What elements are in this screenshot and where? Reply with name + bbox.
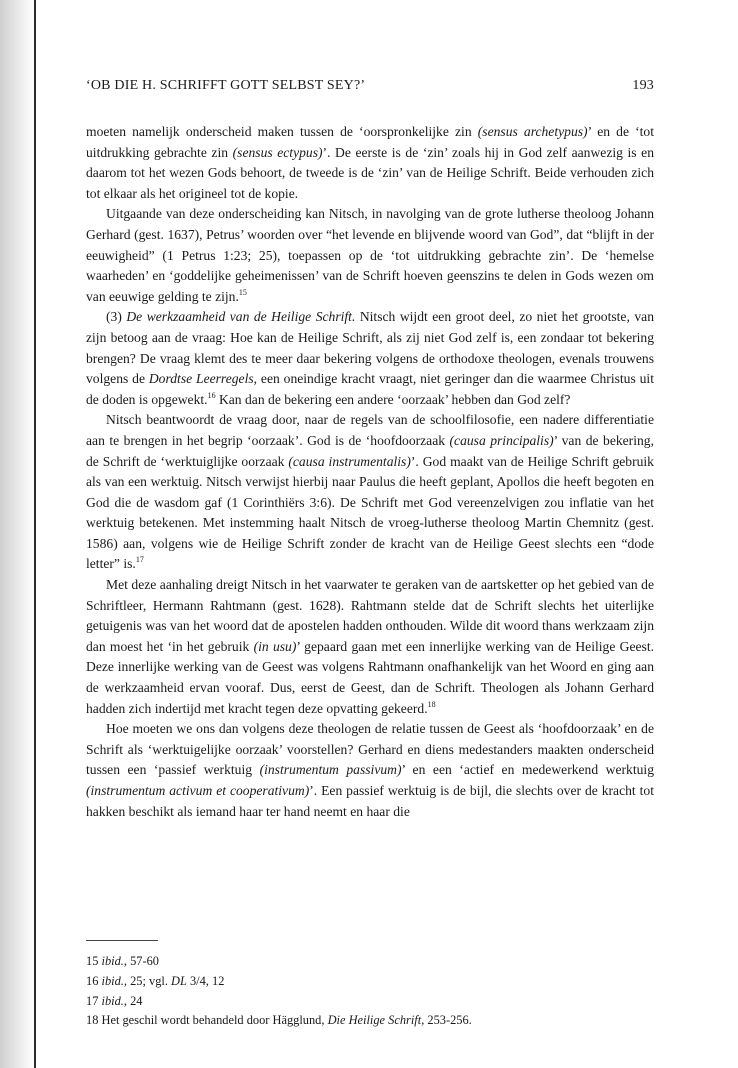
text-run: Nitsch beantwoordt de vraag door, naar de regels van de schoolfilosofie, een nadere differentiatie aan te brengen in het begrip ‘oorzaak’. God is de ‘hoofdoorzaak bbox=[86, 412, 654, 448]
running-title: ‘OB DIE H. SCHRIFFT GOTT SELBST SEY?’ bbox=[86, 78, 366, 93]
italic-term: (causa principalis) bbox=[449, 432, 554, 448]
italic-term: (causa instrumentalis) bbox=[288, 453, 411, 469]
footnote-ref-15[interactable]: 15 bbox=[238, 287, 247, 297]
italic-term: ibid. bbox=[101, 954, 124, 968]
text-run: ’ gepaard gaan met een innerlijke werking van de Heilige Geest. Deze innerlijke werking van de Geest was volgens Rahtmann onafhankelijk van het Woord en ging aan de werkzaamheid ervan vooraf. Dus, eerst de Geest, dan de Schrift. Theologen als Johann Gerhard hadden zich indertijd met kracht tegen deze opvatting gekeerd. bbox=[86, 638, 654, 716]
page-number: 193 bbox=[632, 78, 654, 93]
footnote-separator bbox=[86, 940, 158, 941]
italic-term: (sensus archetypus) bbox=[477, 124, 588, 139]
text-run: Hoe moeten we ons dan volgens deze theologen de relatie tussen de Geest als ‘hoofdoorzaak’ en de Schrift als ‘werktuigelijke oorzaak’ voorstellen? Gerhard en diens medestanders maakten onderscheid tussen een ‘passief werktuig bbox=[86, 721, 654, 778]
footnote-number: 18 bbox=[86, 1013, 99, 1028]
main-text bbox=[86, 122, 654, 822]
text-run: 3/4, 12 bbox=[186, 973, 225, 988]
footnote-17 bbox=[86, 992, 654, 1012]
footnote-ref-17[interactable]: 17 bbox=[135, 555, 144, 565]
italic-term: DL bbox=[171, 973, 187, 988]
italic-term: ibid. bbox=[101, 973, 124, 988]
paragraph-6 bbox=[86, 719, 654, 822]
italic-term: Die Heilige Schrift bbox=[327, 1013, 422, 1028]
text-run: ’ van de bekering, de Schrift de ‘werktuiglijke oorzaak bbox=[86, 432, 654, 469]
footnote-number: 17 bbox=[86, 993, 99, 1008]
text-run: Uitgaande van deze onderscheiding kan Nitsch, in navolging van de grote lutherse theoloog Johann Gerhard (gest. 1637), Petrus’ woorden over “het levende en blijvende woord van God”, dat “blijft in der eeuwigheid” (1 Petrus 1:23; 25), toepassen op de ‘tot uitdrukking gebrachte zin’. De ‘hemelse waarheden’ en ‘goddelijke geheimenissen’ van de Schrift hoeven geenszins te delen in Gods wezen om van eeuwige gelding te zijn. bbox=[86, 206, 654, 304]
page-left-edge-line bbox=[34, 0, 36, 1068]
text-run: , 25; vgl. bbox=[123, 973, 172, 988]
footnote-number: 15 bbox=[86, 954, 99, 968]
footnote-number: 16 bbox=[86, 973, 99, 988]
footnote-ref-16[interactable]: 16 bbox=[207, 390, 216, 400]
footnote-ref-18[interactable]: 18 bbox=[427, 699, 436, 709]
text-run: , 24 bbox=[123, 993, 143, 1008]
italic-term: ibid. bbox=[101, 993, 124, 1008]
italic-term: (instrumentum passivum) bbox=[259, 762, 402, 778]
text-run: ’. God maakt van de Heilige Schrift gebruik als van een werktuig. Nitsch verwijst hierbij naar Paulus die heeft geplant, Apollos die heeft begoten en God die de wasdom gaf (1 Corinthiërs 3:6). De Schrift met God vereenzelvigen zou inflatie van het werktuig betekenen. Met instemming haalt Nitsch de vroeg-lutherse theoloog Martin Chemnitz (gest. 1586) aan, volgens wie de Heilige Schrift zonder de kracht van de Heilige Geest slechts een “dode letter” is. bbox=[86, 453, 654, 572]
running-header bbox=[86, 78, 654, 94]
italic-term: (in usu) bbox=[253, 638, 297, 654]
text-run: ’. Een passief werktuig is de bijl, die slechts over de kracht tot hakken beschikt als iemand haar ter hand neemt en haar die bbox=[86, 783, 654, 819]
paragraph-1 bbox=[86, 122, 654, 204]
italic-term: (sensus ectypus) bbox=[232, 144, 323, 160]
footnote-16 bbox=[86, 972, 654, 992]
italic-term: Dordtse Leerregels bbox=[148, 371, 254, 387]
text-run: Nitsch wijdt een groot deel, zo niet het grootste, van zijn betoog aan de vraag: Hoe kan de Heilige Schrift, als zij niet God zelf is, een zondaar tot bekering brengen? De vraag klemt des te meer daar bekering volgens de orthodoxe theologen, evenals trouwens volgens de bbox=[86, 309, 654, 387]
footnotes bbox=[86, 952, 654, 1031]
text-run: , 57-60 bbox=[123, 954, 159, 968]
text-run: , een oneindige kracht vraagt, niet geringer dan die waarmee Christus uit de doden is opgewekt. bbox=[86, 371, 654, 407]
footnote-18 bbox=[86, 1011, 654, 1031]
text-run: moeten namelijk onderscheid maken tussen de ‘oorspronkelijke zin bbox=[86, 124, 478, 139]
paragraph-4 bbox=[86, 410, 654, 575]
section-heading-italic: De werkzaamheid van de Heilige Schrift. bbox=[126, 309, 356, 325]
paragraph-3 bbox=[86, 307, 654, 410]
text-run: , 253-256. bbox=[421, 1013, 472, 1028]
text-run: ’. De eerste is de ‘zin’ zoals hij in God zelf aanwezig is en daarom tot het wezen Gods behoort, de tweede is de ‘zin’ van de Heilige Schrift. Beide verhouden zich tot elkaar als het origineel tot de kopie. bbox=[86, 144, 654, 201]
paragraph-2 bbox=[86, 204, 654, 307]
text-run: Met deze aanhaling dreigt Nitsch in het vaarwater te geraken van de aartsketter op het gebied van de Schriftleer, Hermann Rahtmann (gest. 1628). Rahtmann stelde dat de Schrift slechts het uiterlijke getuigenis was van het woord dat de apostelen hadden onthouden. Wilde dit woord thans werkzaam zijn dan moest het ‘in het gebruik bbox=[86, 577, 654, 654]
text-run: Het geschil wordt behandeld door Hägglund, bbox=[101, 1013, 328, 1028]
paragraph-5 bbox=[86, 575, 654, 719]
page-binding-shadow bbox=[0, 0, 34, 1068]
text-run: (3) bbox=[106, 309, 127, 325]
text-run: ’ en de ‘tot uitdrukking gebrachte zin bbox=[86, 124, 655, 160]
text-run: ’ en een ‘actief en medewerkend werktuig bbox=[401, 762, 654, 778]
italic-term: (instrumentum activum et cooperativum) bbox=[86, 783, 310, 798]
text-run: Kan dan de bekering een andere ‘oorzaak’ hebben dan God zelf? bbox=[215, 391, 571, 407]
footnote-15 bbox=[86, 952, 654, 972]
